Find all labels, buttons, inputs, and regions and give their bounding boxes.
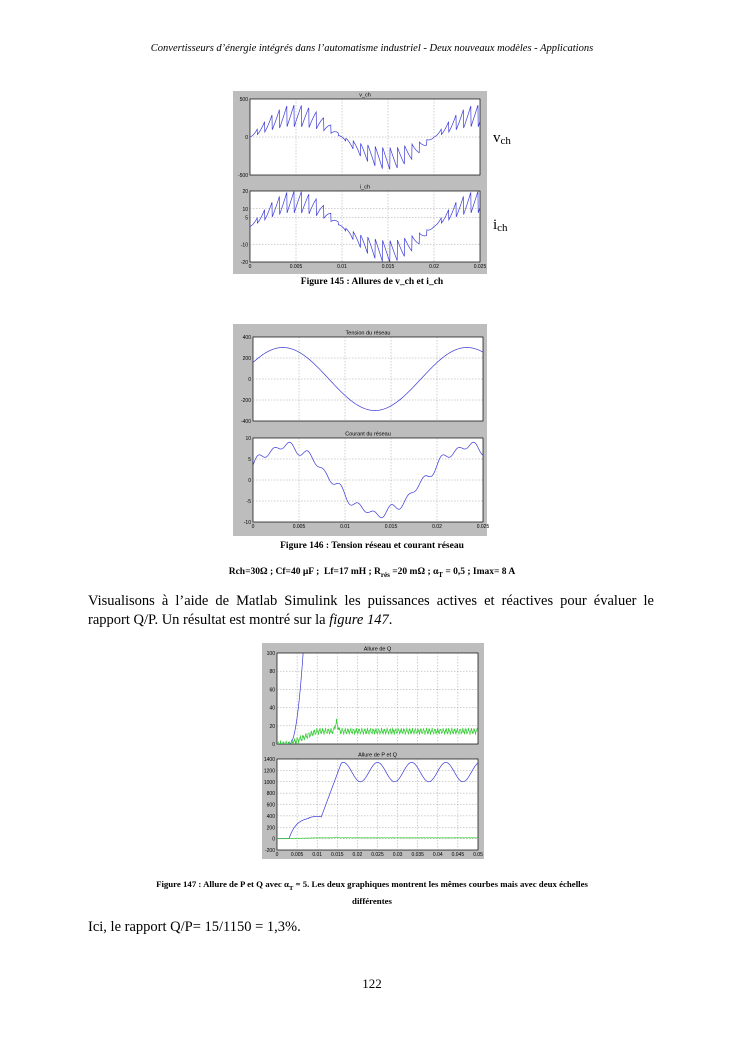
figure-145-caption: Figure 145 : Allures de v_ch et i_ch [300,277,444,287]
vch-plot-ytick-label: 500 [239,97,248,103]
pq-plot-xtick-label: 0.03 [392,852,403,858]
figure-146-chart [233,324,490,536]
courant-plot-ytick-label: -10 [243,520,251,526]
figure-147-reference[interactable]: figure 147 [329,612,389,628]
figure-146-panel [233,324,490,536]
pq-plot-xtick-label: 0.035 [411,852,424,858]
figure-147-caption: Figure 147 : Allure de P et Q avec $\alpha_T = 5$. Les deux graphiques montrent les mêmes courbes mais avec deux échelles différentes [156,879,588,906]
ich-plot-xtick-label: 0.015 [381,264,395,270]
pq-plot-xtick-label: 0.01 [312,852,323,858]
courant-plot-xtick-label: 0 [251,524,255,530]
ich-plot-xtick-label: 0.005 [289,264,303,270]
q-plot-ytick-label: 60 [269,687,275,694]
vch-plot-title: v_ch [359,92,371,99]
figure-145-chart [233,91,487,274]
tension-plot-title: Tension du réseau [345,330,391,337]
q-plot-title: Allure de Q [363,646,392,653]
tension-plot-ytick-label: 400 [242,335,251,341]
courant-plot-xtick-label: 0.005 [292,524,306,530]
paragraph-intro: Visualisons à l’aide de Matlab Simulink les puissances actives et réactives pour évaluer le rapport Q/P. Un résultat est montré sur la figure 147. [88,593,654,628]
pq-plot-xtick-label: 0.02 [352,852,363,858]
ich-plot-ytick-label: 20 [242,189,248,195]
figure-145-panel [233,91,487,274]
tension-plot-ytick-label: -200 [240,398,251,404]
pq-plot-xtick-label: 0.04 [432,852,443,858]
tension-plot-ytick-label: -400 [240,419,251,425]
pq-plot-xtick-label: 0.05 [473,852,483,858]
courant-plot-xtick-label: 0.01 [340,524,350,530]
ich-plot-xtick-label: 0.02 [429,264,439,270]
q-plot-ytick-label: 20 [269,723,275,730]
courant-plot-xtick-label: 0.015 [384,524,398,530]
pq-plot-title: Allure de P et Q [358,752,397,759]
parameters-line: Rch=30Ω ; Cf=40 µF ; Lf=17 mH ; $R_{rés} =20$ mΩ ; $\alpha_T = 0,5$ ; Imax= 8 A [228,567,516,579]
courant-plot-xtick-label: 0.025 [476,524,490,530]
courant-plot-ytick-label: 0 [248,478,251,484]
figure-147-panel [262,643,484,859]
pq-plot-ytick-label: 400 [266,813,275,820]
courant-plot-xtick-label: 0.02 [432,524,442,530]
q-plot-ytick-label: 40 [269,705,275,712]
q-plot-ytick-label: 80 [269,669,275,676]
pq-plot-xtick-label: 0.025 [371,852,384,858]
ich-plot-title: i_ch [359,184,371,191]
ich-plot-axes-box [250,191,480,262]
ich-plot-xtick-label: 0.01 [337,264,347,270]
q-plot-ytick-label: 100 [266,651,275,657]
tension-plot-ytick-label: 0 [248,377,251,383]
vch-side-label: $v_{ch}$ [493,130,511,147]
pq-plot-ytick-label: 0 [272,836,275,843]
vch-plot-ytick-label: 0 [245,135,248,141]
pq-plot-xtick-label: 0.045 [451,852,465,858]
courant-plot-title: Courant du réseau [345,431,391,438]
ich-side-label: $i_{ch}$ [493,217,508,234]
pq-plot-ytick-label: 800 [266,791,275,798]
pq-plot-xtick-label: 0.015 [331,852,344,858]
courant-plot-ytick-label: 5 [248,457,251,463]
paragraph-intro-text: Visualisons à l’aide de Matlab Simulink les puissances actives et réactives pour évaluer le rapport Q/P. Un résultat est montré sur la [88,593,654,628]
pq-plot-ytick-label: 1200 [263,768,275,775]
ich-plot-ytick-label: 10 [242,206,248,213]
pq-plot-ytick-label: 1400 [263,757,275,763]
ich-plot-ytick-label: -20 [240,260,248,266]
pq-plot-ytick-label: 200 [266,825,275,832]
pq-plot-ytick-label: 600 [266,802,275,809]
page-number: 122 [362,976,382,991]
courant-plot-ytick-label: 10 [245,436,251,442]
figure-147-chart [262,643,484,859]
pq-plot-ytick-label: -200 [264,848,275,854]
pq-plot-xtick-label: 0 [275,852,279,858]
pq-plot-xtick-label: 0.005 [290,852,304,858]
figure-146-caption: Figure 146 : Tension réseau et courant réseau [280,541,464,551]
ich-plot-xtick-label: 0 [248,264,252,270]
q-plot-ytick-label: 0 [272,742,275,748]
paragraph-ratio: Ici, le rapport Q/P= 15/1150 = 1,3%. [88,919,301,935]
vch-plot-ytick-label: -500 [237,173,248,179]
ich-plot-ytick-label: 5 [245,215,248,222]
ich-plot-ytick-label: -10 [240,242,248,249]
ich-plot-xtick-label: 0.025 [473,264,487,270]
courant-plot-ytick-label: -5 [246,499,251,505]
tension-plot-ytick-label: 200 [242,356,251,362]
running-header: Convertisseurs d’énergie intégrés dans l’automatisme industriel - Deux nouveaux modèles - Applications [150,43,594,54]
pq-plot-ytick-label: 1000 [263,779,275,786]
